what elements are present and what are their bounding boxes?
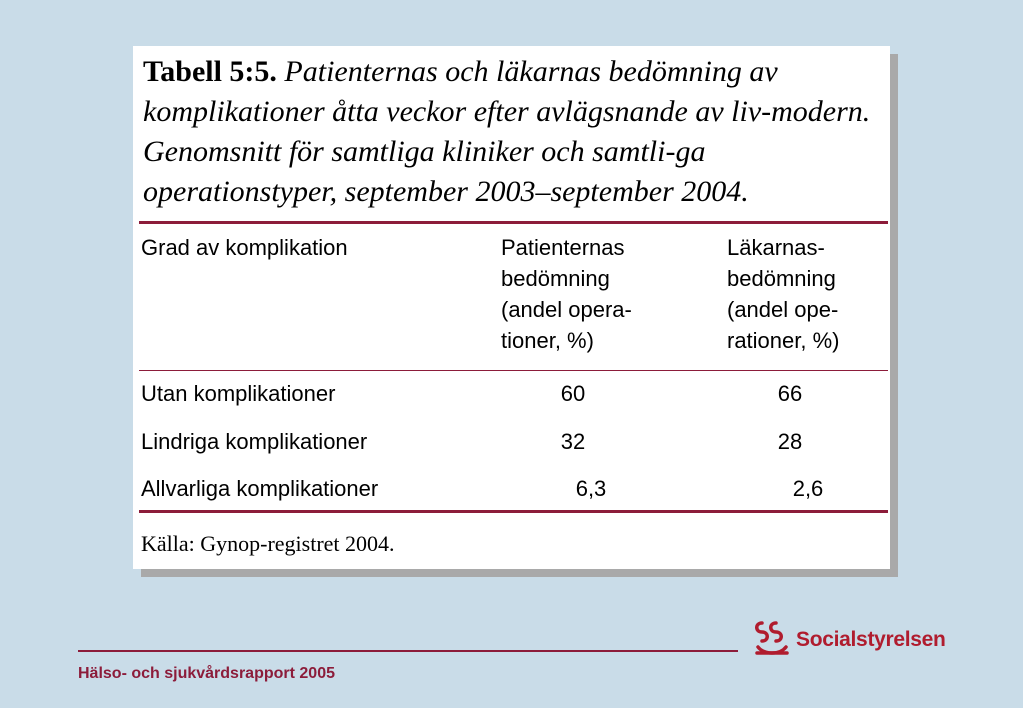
header-divider (139, 370, 888, 371)
caption-text: Patienternas och läkarnas bedömning av komplikationer åtta veckor efter avlägsnande av liv-modern. Genomsnitt för samtliga kliniker och samtli-ga operationstyper, september 2003–september 2004. (143, 55, 871, 208)
row-patient-value: 60 (560, 381, 586, 406)
row-doctor-value: 2,6 (792, 476, 824, 501)
row-label: Utan komplikationer (141, 381, 336, 406)
table-bottom-rule (139, 510, 888, 513)
header-grade: Grad av komplikation (141, 235, 348, 260)
header-doctor: Läkarnas- bedömning (andel ope- rationer, %) (727, 235, 840, 353)
table-source: Källa: Gynop-registret 2004. (141, 531, 395, 556)
row-label: Lindriga komplikationer (141, 429, 368, 454)
row-patient-value: 32 (560, 429, 586, 454)
logo-text: Socialstyrelsen (796, 628, 946, 651)
row-doctor-value: 28 (777, 429, 803, 454)
table-caption (143, 52, 883, 212)
row-doctor-value: 66 (777, 381, 803, 406)
caption-label: Tabell 5:5. (143, 55, 277, 88)
table-top-rule (139, 221, 888, 224)
header-patient: Patienternas bedömning (andel opera- tioner, %) (501, 235, 632, 353)
row-label: Allvarliga komplikationer (141, 476, 379, 501)
socialstyrelsen-logo (752, 620, 946, 660)
footer-divider (78, 650, 738, 652)
report-title: Hälso- och sjukvårdsrapport 2005 (78, 665, 335, 682)
row-patient-value: 6,3 (575, 476, 607, 501)
socialstyrelsen-emblem-icon (752, 619, 792, 662)
table-card (133, 46, 890, 569)
